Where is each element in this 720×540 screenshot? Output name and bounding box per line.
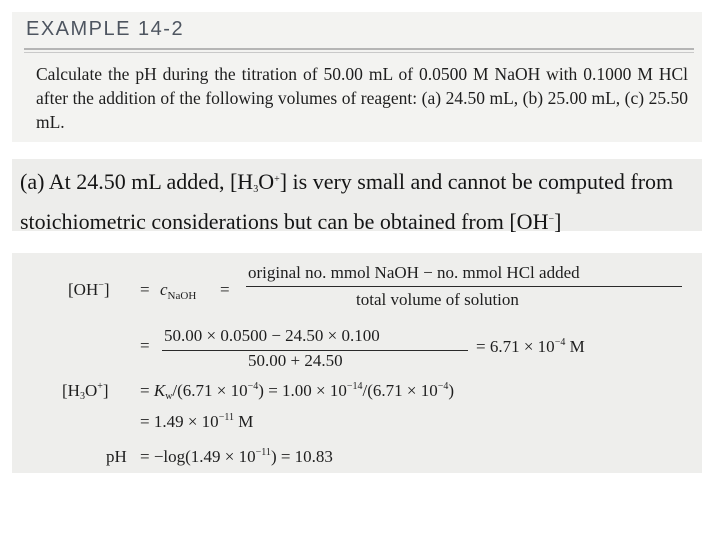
problem-statement: Calculate the pH during the titration of 50.00 mL of 0.0500 M NaOH with 0.1000 M HCl after the addition of the following volumes of reagent: (a) 24.50 mL, (b) 25.00 mL, (c) 25.50 mL. xyxy=(36,64,688,132)
equals-sign: = xyxy=(140,280,150,299)
heading-rule-thin xyxy=(24,52,694,53)
h3o-lhs: $[H_3O^+]$ xyxy=(62,381,109,402)
ph-result: = $-\log(1.49 \times 10^{-11}) = 10.83$ xyxy=(140,447,333,466)
fraction1-numerator: original no. mmol NaOH − no. mmol HCl added xyxy=(248,263,580,282)
oh-result: = $6.71 \times 10^{-4}$ M xyxy=(476,337,585,356)
c-naoh: $c_{NaOH}$ xyxy=(160,280,197,302)
equals-sign: = xyxy=(140,336,150,355)
example-panel xyxy=(12,12,702,142)
heading-rule xyxy=(24,48,694,50)
solution-panel xyxy=(12,253,702,473)
example-heading: EXAMPLE 14-2 xyxy=(26,18,185,40)
h3o-calculation: = $K_w/(6.71 \times 10^{-4}) = 1.00 \times 10^{-14}/(6.71 \times 10^{-4})$ xyxy=(140,381,455,402)
part-a-panel xyxy=(12,159,702,234)
part-a-intro: (a) At 24.50 mL added, $[H_3O^+]$ is very small and cannot be computed from stoichiometric considerations but can be obtained from [OH−] xyxy=(20,169,674,234)
fraction2-denominator: 50.00 + 24.50 xyxy=(248,351,343,370)
fraction1-bar xyxy=(246,286,682,287)
h3o-result: = $1.49 \times 10^{-11}$ M xyxy=(140,412,254,431)
fraction2-numerator: 50.00 × 0.0500 − 24.50 × 0.100 xyxy=(164,326,380,345)
equals-sign: = xyxy=(220,280,230,299)
fraction1-denominator: total volume of solution xyxy=(356,290,519,309)
ph-lhs: pH xyxy=(106,447,127,466)
oh-lhs: [OH−] xyxy=(68,280,110,299)
